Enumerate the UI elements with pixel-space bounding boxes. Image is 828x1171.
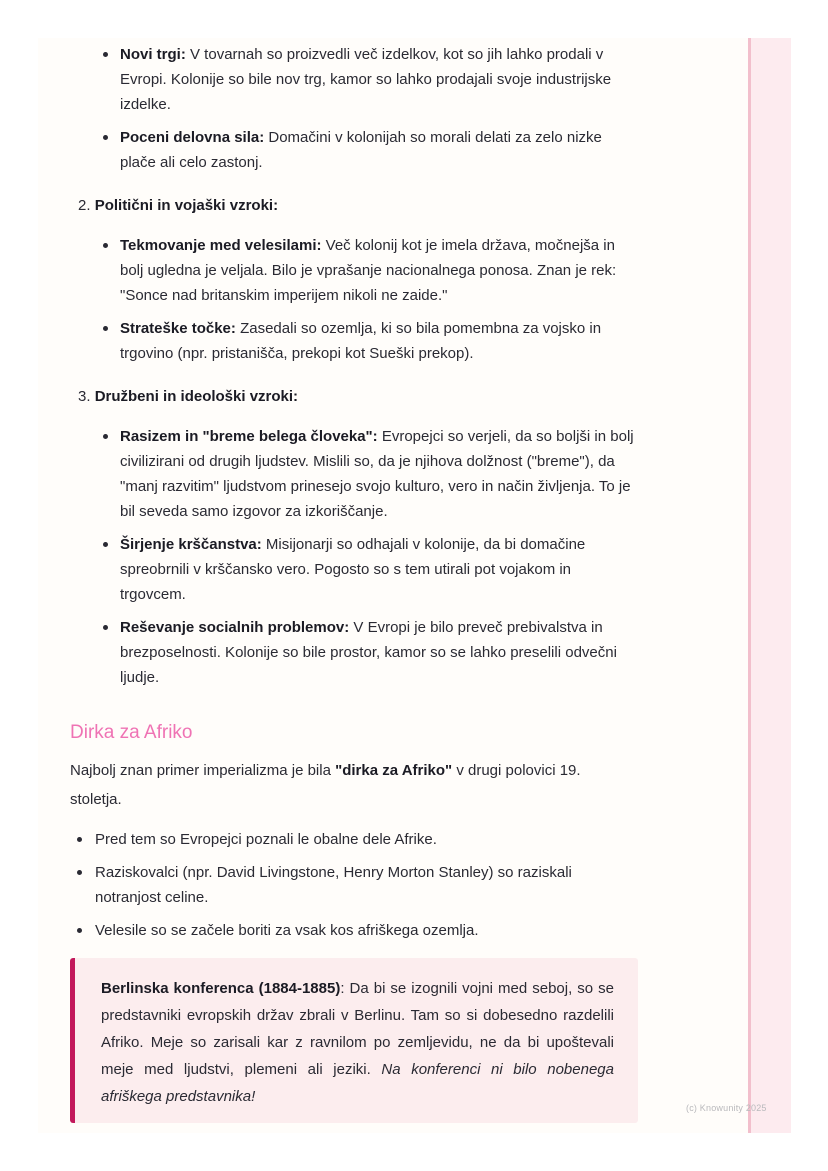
list-item bbox=[70, 615, 635, 690]
intro-text: v drugi polovici 19. stoletja. bbox=[70, 762, 581, 808]
section-heading: Družbeni in ideološki vzroki: bbox=[94, 388, 299, 405]
bullet-text: V Evropi je bilo preveč prebivalstva in brezposelnosti. Kolonije so bile prostor, kamor so se lahko preselili odvečni ljudje. bbox=[120, 619, 617, 686]
bullet-title: Poceni delovna sila: bbox=[120, 129, 265, 146]
callout-colon: : bbox=[340, 980, 345, 997]
list-number: 3. bbox=[78, 388, 91, 405]
callout-emphasis: Na konferenci ni bilo nobenega afriškega predstavnika! bbox=[101, 1061, 614, 1105]
list-number: 2. bbox=[78, 197, 91, 214]
bullet-text: Domačini v kolonijah so morali delati za zelo nizke plače ali celo zastonj. bbox=[120, 129, 602, 171]
list-item bbox=[70, 125, 635, 175]
list-item bbox=[70, 316, 635, 366]
bullet-title: Novi trgi: bbox=[120, 46, 186, 63]
social-causes-list bbox=[70, 424, 635, 690]
bullet-title: Strateške točke: bbox=[120, 320, 236, 337]
bullet-text: Zasedali so ozemlja, ki so bila pomembna za vojsko in trgovino (npr. pristanišča, prekopi kot Sueški prekop). bbox=[120, 320, 602, 362]
list-item bbox=[70, 42, 635, 117]
list-item bbox=[70, 233, 635, 308]
political-causes-list bbox=[70, 233, 635, 366]
africa-list bbox=[70, 827, 635, 943]
list-item bbox=[70, 532, 635, 607]
section-heading: Politični in vojaški vzroki: bbox=[94, 197, 279, 214]
document-content bbox=[70, 38, 635, 1123]
bullet-title: Reševanje socialnih problemov: bbox=[120, 619, 350, 636]
bullet-title: Širjenje krščanstva: bbox=[120, 536, 262, 553]
bullet-title: Tekmovanje med velesilami: bbox=[120, 237, 322, 254]
callout-title: Berlinska konferenca (1884-1885) bbox=[101, 980, 341, 997]
bullet-text: Misijonarji so odhajali v kolonije, da bi domačine spreobrnili v krščansko vero. Pogosto so s tem utirali pot vojakom in trgovcem. bbox=[120, 536, 586, 603]
africa-intro bbox=[70, 756, 635, 814]
list-item: Velesile so se začele boriti za vsak kos afriškega ozemlja. bbox=[70, 918, 635, 943]
page-margin-strip bbox=[748, 38, 791, 1133]
bullet-text: Evropejci so verjeli, da so boljši in bolj civilizirani od drugih ljudstev. Mislili so, da je njihova dolžnost ("breme"), da "manj razvitim" ljudstvom prinesejo svojo kulturo, vero in način življenja. To je bil seveda samo izgovor za izkoriščanje. bbox=[120, 428, 634, 520]
list-item: Raziskovalci (npr. David Livingstone, Henry Morton Stanley) so raziskali notranjost celine. bbox=[70, 860, 635, 910]
bullet-title: Rasizem in "breme belega človeka": bbox=[120, 428, 378, 445]
economic-causes-list bbox=[70, 42, 635, 175]
intro-bold: "dirka za Afriko" bbox=[335, 762, 453, 779]
bullet-text: Več kolonij kot je imela država, močnejša in bolj ugledna je veljala. Bilo je vprašanje nacionalnega ponosa. Znan je rek: "Sonce nad britanskim imperijem nikoli ne zaide." bbox=[120, 237, 617, 304]
bullet-text: V tovarnah so proizvedli več izdelkov, kot so jih lahko prodali v Evropi. Kolonije so bile nov trg, kamor so lahko prodajali svoje industrijske izdelke. bbox=[120, 46, 612, 113]
list-item: Pred tem so Evropejci poznali le obalne dele Afrike. bbox=[70, 827, 635, 852]
list-item bbox=[70, 424, 635, 524]
intro-text: Najbolj znan primer imperializma je bila bbox=[70, 762, 336, 779]
section-title-africa: Dirka za Afriko bbox=[70, 722, 193, 743]
political-causes-heading bbox=[78, 193, 635, 218]
page-margin-line bbox=[748, 38, 751, 1133]
berlin-conference-callout bbox=[70, 958, 638, 1123]
copyright-footer: (c) Knowunity 2025 bbox=[686, 1103, 767, 1113]
social-causes-heading bbox=[78, 384, 635, 409]
callout-text: Da bi se izognili vojni med seboj, so se predstavniki evropskih držav zbrali v Berlinu. Tam so si dobesedno razdelili Afriko. Meje so zarisali kar z ravnilom po zemljevidu, ne da bi upoštevali meje med ljudstvi, plemeni ali jeziki. bbox=[101, 980, 614, 1078]
